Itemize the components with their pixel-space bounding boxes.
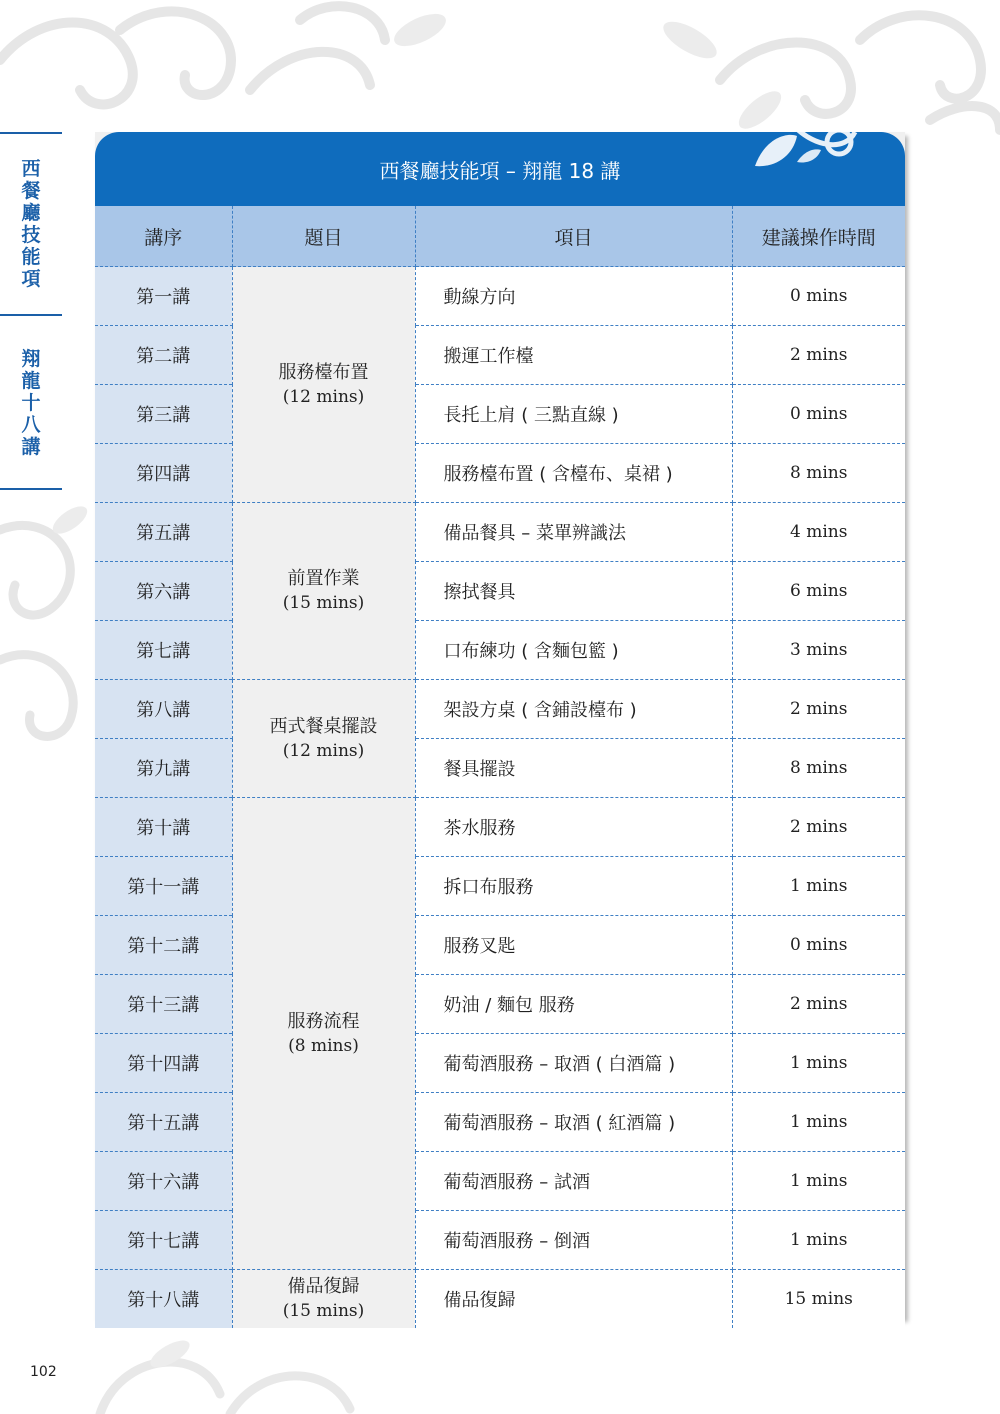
topic-cell <box>232 798 415 1270</box>
table-row <box>95 739 905 798</box>
lecture-table <box>95 206 905 1328</box>
item-cell: 架設方桌 ( 含鋪設檯布 ) <box>415 680 732 739</box>
topic-name: 服務流程 <box>287 1010 360 1032</box>
lecture-cell: 第十七講 <box>95 1211 232 1270</box>
topic-duration: (12 mins) <box>282 740 365 761</box>
lecture-cell: 第十八講 <box>95 1270 232 1329</box>
table-row <box>95 798 905 857</box>
topic-cell <box>232 680 415 798</box>
topic-duration: (15 mins) <box>282 593 365 613</box>
item-cell: 餐具擺設 <box>415 739 732 798</box>
table-title: 西餐廳技能項 – 翔龍 18 講 <box>379 158 621 183</box>
topic-duration: (15 mins) <box>282 1301 365 1321</box>
side-char: 餐 <box>21 180 41 202</box>
side-divider-bottom <box>0 488 62 490</box>
table-header-row <box>95 206 905 267</box>
topic-duration: (12 mins) <box>282 386 365 407</box>
time-cell: 1 mins <box>732 1152 905 1211</box>
item-cell: 葡萄酒服務 – 取酒 ( 白酒篇 ) <box>415 1034 732 1093</box>
lecture-cell: 第十六講 <box>95 1152 232 1211</box>
lecture-cell: 第十四講 <box>95 1034 232 1093</box>
item-cell: 備品餐具 – 菜單辨識法 <box>415 503 732 562</box>
item-cell: 口布練功 ( 含麵包籃 ) <box>415 621 732 680</box>
topic-cell <box>232 267 415 503</box>
topic-cell <box>232 1270 415 1329</box>
table-title-bar <box>95 132 905 206</box>
time-cell: 4 mins <box>732 503 905 562</box>
lecture-cell: 第九講 <box>95 739 232 798</box>
item-cell: 擦拭餐具 <box>415 562 732 621</box>
table-row <box>95 503 905 562</box>
item-cell: 搬運工作檯 <box>415 326 732 385</box>
side-chapter-tab <box>0 132 62 490</box>
lecture-cell: 第二講 <box>95 326 232 385</box>
swirl-ornament-bottom <box>80 1314 400 1414</box>
side-char: 廳 <box>21 202 41 224</box>
item-cell: 茶水服務 <box>415 798 732 857</box>
time-cell: 1 mins <box>732 1211 905 1270</box>
time-cell: 2 mins <box>732 680 905 739</box>
lecture-cell: 第十一講 <box>95 857 232 916</box>
time-cell: 2 mins <box>732 798 905 857</box>
item-cell: 服務叉匙 <box>415 916 732 975</box>
table-row <box>95 1152 905 1211</box>
side-label-lectures <box>0 316 62 488</box>
table-row <box>95 385 905 444</box>
time-cell: 1 mins <box>732 857 905 916</box>
time-cell: 1 mins <box>732 1034 905 1093</box>
side-char: 講 <box>21 436 41 458</box>
time-cell: 0 mins <box>732 916 905 975</box>
item-cell: 動線方向 <box>415 267 732 326</box>
table-row <box>95 975 905 1034</box>
lecture-table-card <box>95 132 905 1321</box>
side-char: 能 <box>21 246 41 268</box>
table-row <box>95 916 905 975</box>
table-row <box>95 1034 905 1093</box>
item-cell: 葡萄酒服務 – 倒酒 <box>415 1211 732 1270</box>
lecture-cell: 第十三講 <box>95 975 232 1034</box>
time-cell: 2 mins <box>732 975 905 1034</box>
item-cell: 葡萄酒服務 – 取酒 ( 紅酒篇 ) <box>415 1093 732 1152</box>
lecture-cell: 第十講 <box>95 798 232 857</box>
item-cell: 奶油 / 麵包 服務 <box>415 975 732 1034</box>
side-char: 技 <box>21 224 41 246</box>
lecture-cell: 第五講 <box>95 503 232 562</box>
side-char: 八 <box>21 414 41 436</box>
topic-name: 西式餐桌擺設 <box>269 715 378 737</box>
lecture-cell: 第四講 <box>95 444 232 503</box>
lecture-cell: 第八講 <box>95 680 232 739</box>
side-char: 龍 <box>21 370 41 392</box>
topic-name: 備品復歸 <box>287 1276 360 1297</box>
time-cell: 8 mins <box>732 739 905 798</box>
time-cell: 2 mins <box>732 326 905 385</box>
side-char: 翔 <box>21 348 41 370</box>
column-header-item: 項目 <box>415 206 732 267</box>
lecture-cell: 第十五講 <box>95 1093 232 1152</box>
page-number: 102 <box>30 1364 57 1380</box>
topic-name: 前置作業 <box>287 568 360 589</box>
table-row <box>95 1093 905 1152</box>
column-header-time: 建議操作時間 <box>732 206 905 267</box>
item-cell: 拆口布服務 <box>415 857 732 916</box>
swirl-ornament-top <box>0 0 1000 140</box>
lecture-cell: 第六講 <box>95 562 232 621</box>
time-cell: 0 mins <box>732 385 905 444</box>
table-row <box>95 444 905 503</box>
table-row <box>95 1270 905 1329</box>
table-row <box>95 326 905 385</box>
side-char: 項 <box>21 268 41 290</box>
table-row <box>95 1211 905 1270</box>
time-cell: 8 mins <box>732 444 905 503</box>
item-cell: 長托上肩 ( 三點直線 ) <box>415 385 732 444</box>
table-row <box>95 267 905 326</box>
topic-name: 服務檯布置 <box>278 361 369 383</box>
lecture-cell: 第七講 <box>95 621 232 680</box>
table-row <box>95 857 905 916</box>
column-header-lecture: 講序 <box>95 206 232 267</box>
time-cell: 0 mins <box>732 267 905 326</box>
topic-duration: (8 mins) <box>288 1035 359 1056</box>
lecture-cell: 第十二講 <box>95 916 232 975</box>
lecture-cell: 第一講 <box>95 267 232 326</box>
leaf-swirl-icon <box>735 132 865 192</box>
time-cell: 3 mins <box>732 621 905 680</box>
swirl-ornament-left <box>0 490 95 750</box>
table-row <box>95 680 905 739</box>
time-cell: 6 mins <box>732 562 905 621</box>
topic-cell <box>232 503 415 680</box>
table-row <box>95 621 905 680</box>
side-char: 十 <box>21 392 41 414</box>
column-header-topic: 題目 <box>232 206 415 267</box>
item-cell: 備品復歸 <box>415 1270 732 1329</box>
item-cell: 服務檯布置 ( 含檯布、桌裙 ) <box>415 444 732 503</box>
side-label-skill <box>0 134 62 314</box>
lecture-cell: 第三講 <box>95 385 232 444</box>
side-char: 西 <box>21 158 41 180</box>
time-cell: 15 mins <box>732 1270 905 1329</box>
time-cell: 1 mins <box>732 1093 905 1152</box>
table-row <box>95 562 905 621</box>
item-cell: 葡萄酒服務 – 試酒 <box>415 1152 732 1211</box>
